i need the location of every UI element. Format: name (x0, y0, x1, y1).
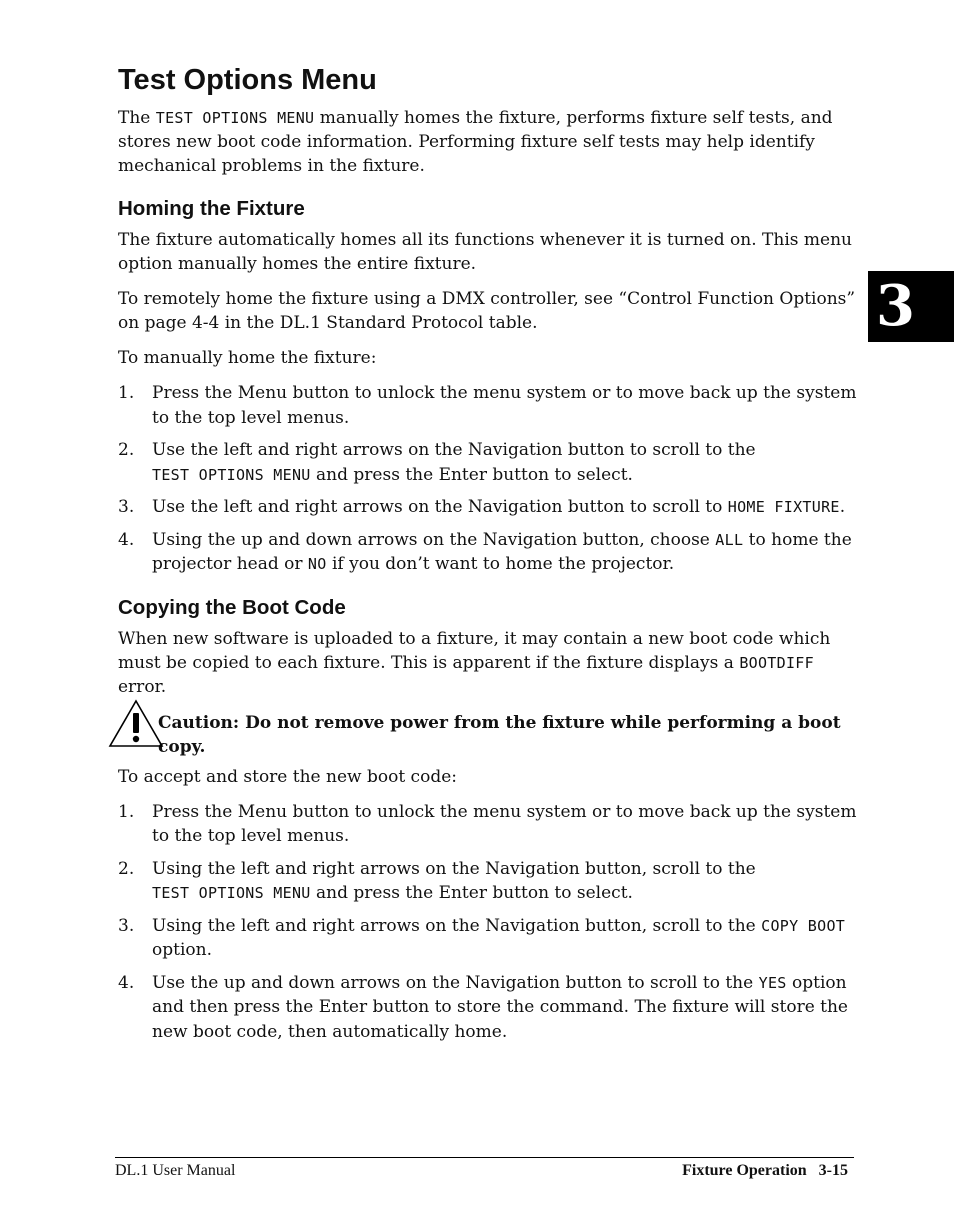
boot-paragraph-1: When new software is uploaded to a fixture, it may contain a new boot code which must be copied to each fixture. This is apparent if the fixture displays a BOOTDIFF error. (118, 628, 831, 697)
homing-steps (118, 381, 858, 577)
page-content (118, 62, 858, 1052)
list-item: 4. Use the up and down arrows on the Navigation button to scroll to the YES option and then press the Enter button to store the command. The fixture will store the new boot code, then automatically home. (118, 972, 848, 1042)
section-heading-homing: Homing the Fixture (118, 197, 305, 220)
footer-page-number: Fixture Operation 3-15 (682, 1162, 848, 1179)
caution-text: Caution: Do not remove power from the fixture while performing a boot copy. (158, 712, 841, 757)
chapter-tab: 3 (868, 271, 954, 342)
list-item: 1. Press the Menu button to unlock the menu system or to move back up the system to the top level menus. (118, 801, 857, 846)
list-item: 3. Using the left and right arrows on the Navigation button, scroll to the COPY BOOT option. (118, 915, 846, 960)
list-item: 3. Use the left and right arrows on the Navigation button to scroll to HOME FIXTURE. (118, 497, 846, 517)
boot-steps (118, 800, 858, 1045)
section-heading-boot: Copying the Boot Code (118, 595, 346, 619)
boot-paragraph-2: To accept and store the new boot code: (118, 766, 457, 787)
list-item: 2. Use the left and right arrows on the Navigation button to scroll to the TEST OPTIONS MENU and press the Enter button to select. (118, 440, 756, 485)
list-item: 1. Press the Menu button to unlock the menu system or to move back up the system to the top level menus. (118, 383, 857, 428)
page-title: Test Options Menu (118, 64, 377, 96)
footer-divider (115, 1157, 854, 1158)
homing-paragraph-3: To manually home the fixture: (118, 348, 377, 368)
footer-manual-title: DL.1 User Manual (115, 1162, 236, 1179)
list-item: 2. Using the left and right arrows on the Navigation button, scroll to the TEST OPTIONS MENU and press the Enter button to select. (118, 858, 756, 903)
warning-triangle-icon (108, 699, 164, 749)
list-item: 4. Using the up and down arrows on the Navigation button, choose ALL to home the projector head or NO if you don’t want to home the projector. (118, 529, 852, 574)
caution-note (118, 711, 858, 759)
homing-paragraph-2: To remotely home the fixture using a DMX controller, see “Control Function Options” on page 4-4 in the DL.1 Standard Protocol table. (118, 289, 856, 333)
homing-paragraph-1: The fixture automatically homes all its functions whenever it is turned on. This menu option manually homes the entire fixture. (118, 230, 852, 274)
intro-paragraph: The TEST OPTIONS MENU manually homes the fixture, performs fixture self tests, and stores new boot code information. Performing fixture self tests may help identify mechanical problems in the fixture. (118, 108, 833, 176)
